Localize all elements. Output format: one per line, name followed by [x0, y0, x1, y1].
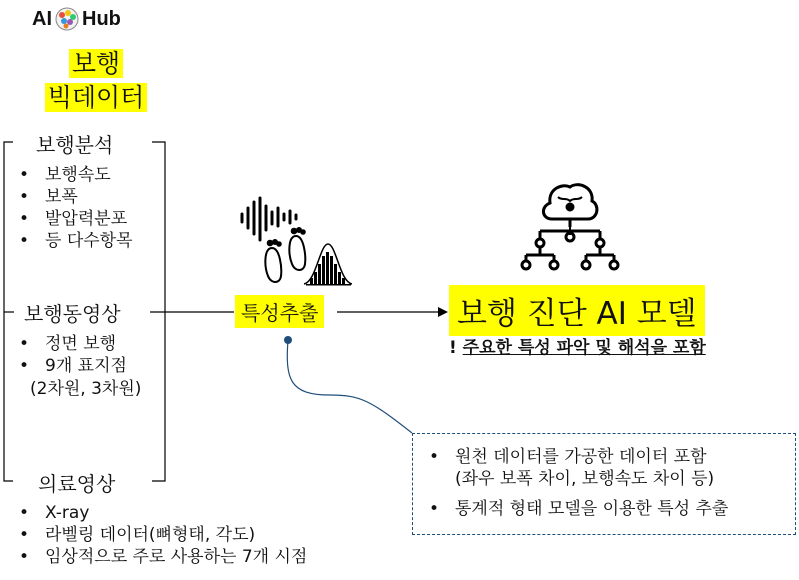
list-item: • 임상적으로 주로 사용하는 7개 시점 — [15, 546, 307, 568]
callout-connector — [287, 340, 412, 433]
list-item: • 보폭 — [15, 186, 133, 208]
title-line1: 보행 — [69, 49, 123, 78]
list-item: • 정면 보행 — [15, 333, 127, 355]
model-title: 보행 진단 AI 모델 — [449, 285, 705, 336]
note-text: 주요한 특성 파악 및 해석을 포함 — [462, 338, 706, 358]
list-item: • 보행속도 — [15, 164, 133, 186]
list-item: • X-ray — [15, 502, 307, 524]
callout-box — [412, 433, 796, 535]
feature-extraction-label: 특성추출 — [235, 295, 324, 328]
list-item: • 라벨링 데이터(뼈형태, 각도) — [15, 524, 307, 546]
list-item: • 통계적 형태 모델을 이용한 특성 추출 — [425, 498, 728, 520]
model-note — [449, 333, 706, 358]
ai-network-icon — [520, 175, 620, 275]
gait-video-sub: (2차원, 3차원) — [30, 379, 142, 399]
logo-text-ai: AI — [32, 7, 52, 30]
gait-analysis-list — [15, 164, 133, 252]
list-item: • 등 다수항목 — [15, 230, 133, 252]
histogram-icon — [306, 252, 351, 286]
sound-wave-icon — [242, 198, 296, 240]
footprints-icon — [265, 228, 305, 282]
section-label-medical-image: 의료영상 — [34, 468, 119, 497]
callout-list — [425, 446, 707, 468]
list-item: • 원천 데이터를 가공한 데이터 포함 — [425, 446, 707, 468]
section-label-gait-analysis: 보행분석 — [32, 129, 117, 158]
list-item: • 발압력분포 — [15, 208, 133, 230]
medical-image-list — [15, 502, 307, 568]
note-prefix: ! — [449, 338, 463, 358]
section-label-gait-video: 보행동영상 — [20, 298, 125, 327]
gait-video-list — [15, 333, 127, 377]
arrow-head — [438, 307, 448, 317]
title-line2: 빅데이터 — [45, 83, 148, 112]
callout-sub: (좌우 보폭 차이, 보행속도 차이 등) — [455, 469, 715, 489]
list-item: • 9개 표지점 — [15, 355, 127, 377]
feature-extraction-icon — [236, 196, 356, 292]
logo-text-hub: Hub — [82, 7, 121, 30]
callout-list-2 — [425, 498, 728, 520]
